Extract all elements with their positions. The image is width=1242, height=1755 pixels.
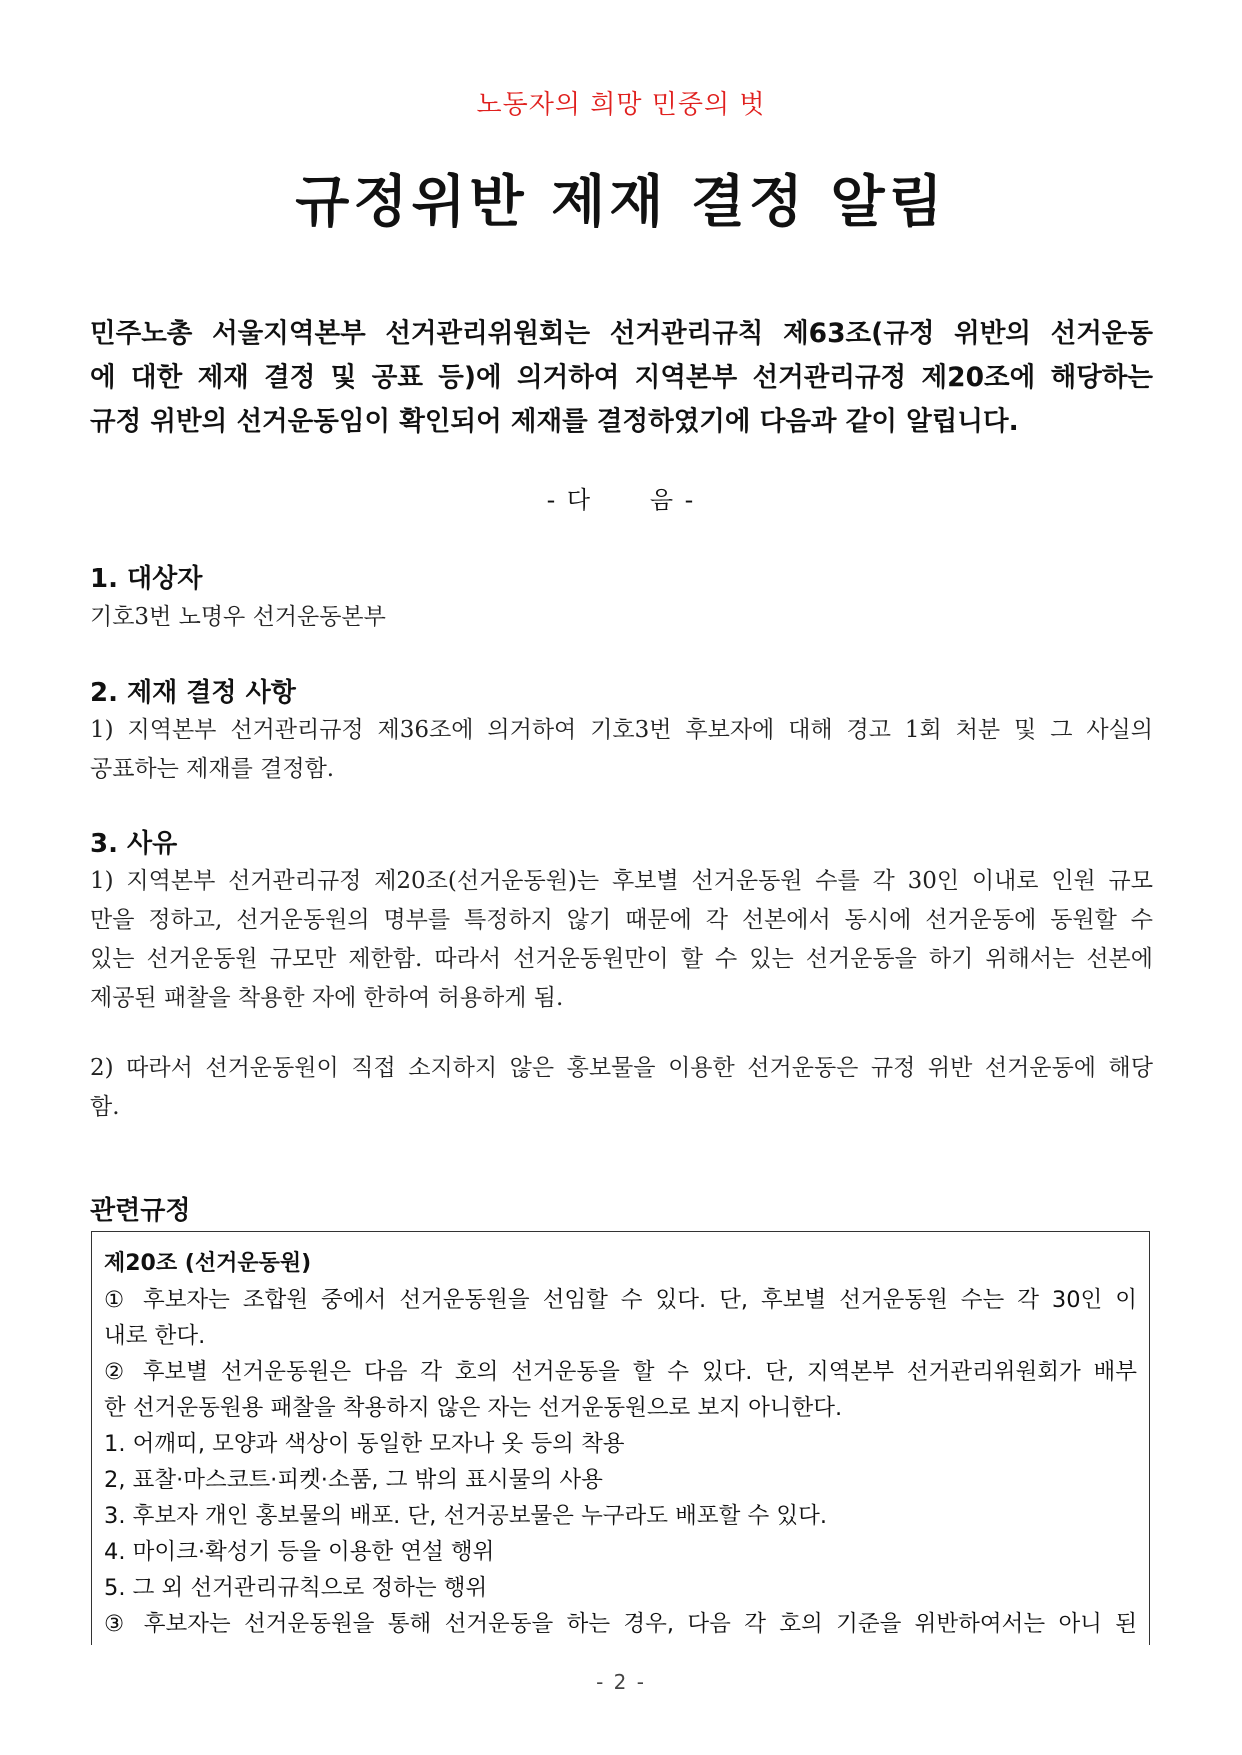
regulation-line: 3. 후보자 개인 홍보물의 배포. 단, 선거공보물은 누구라도 배포할 수 있다. (104, 1503, 828, 1529)
regulation-line: 5. 그 외 선거관리규칙으로 정하는 행위 (104, 1575, 488, 1601)
reason-line: 2) 따라서 선거운동원이 직접 소지하지 않은 홍보물을 이용한 선거운동은 규정 위반 선거운동에 해당 (90, 1055, 1153, 1081)
heading-decision: 2. 제재 결정 사항 (90, 678, 296, 708)
reason-line: 함. (90, 1094, 120, 1120)
heading-target: 1. 대상자 (90, 564, 203, 594)
section-divider: - 다 음 - (546, 486, 696, 514)
regulation-line: 내로 한다. (104, 1323, 206, 1349)
regulation-line: ③ 후보자는 선거운동원을 통해 선거운동을 하는 경우, 다음 각 호의 기준을 위반하여서는 아니 된 (104, 1611, 1137, 1637)
regulation-line: 1. 어깨띠, 모양과 색상이 동일한 모자나 옷 등의 착용 (104, 1431, 625, 1457)
reason-line: 있는 선거운동원 규모만 제한함. 따라서 선거운동원만이 할 수 있는 선거운동을 하기 위해서는 선본에 (90, 946, 1153, 972)
regulation-line: 4. 마이크·확성기 등을 이용한 연설 행위 (104, 1539, 495, 1565)
reason-line: 제공된 패찰을 착용한 자에 한하여 허용하게 됨. (90, 985, 564, 1011)
regulation-line: 한 선거운동원용 패찰을 착용하지 않은 자는 선거운동원으로 보지 아니한다. (104, 1395, 843, 1421)
page-title: 규정위반 제재 결정 알림 (295, 170, 947, 235)
article-title: 제20조 (선거운동원) (104, 1251, 312, 1276)
page-number: - 2 - (596, 1670, 646, 1694)
intro-line: 민주노총 서울지역본부 선거관리위원회는 선거관리규칙 제63조(규정 위반의 선거운동 (90, 318, 1153, 349)
heading-regulations: 관련규정 (90, 1196, 191, 1226)
reason-line: 만을 정하고, 선거운동원의 명부를 특정하지 않기 때문에 각 선본에서 동시에 선거운동에 동원할 수 (90, 907, 1153, 933)
intro-line: 규정 위반의 선거운동임이 확인되어 제재를 결정하였기에 다음과 같이 알립니다. (90, 406, 1019, 437)
regulation-line: ② 후보별 선거운동원은 다음 각 호의 선거운동을 할 수 있다. 단, 지역본부 선거관리위원회가 배부 (104, 1359, 1137, 1385)
reason-line: 1) 지역본부 선거관리규정 제20조(선거운동원)는 후보별 선거운동원 수를 각 30인 이내로 인원 규모 (90, 868, 1153, 894)
regulation-box (91, 1231, 1150, 1645)
decision-line: 공표하는 제재를 결정함. (90, 756, 335, 782)
target-text (90, 598, 1153, 637)
intro-line: 에 대한 제재 결정 및 공표 등)에 의거하여 지역본부 선거관리규정 제20조에 해당하는 (90, 362, 1153, 393)
reason-item-1 (90, 862, 1153, 1018)
reason-item-2 (90, 1049, 1153, 1127)
heading-reason: 3. 사유 (90, 829, 178, 859)
intro-paragraph (90, 312, 1153, 444)
target-line: 기호3번 노명우 선거운동본부 (90, 604, 386, 630)
decision-line: 1) 지역본부 선거관리규정 제36조에 의거하여 기호3번 후보자에 대해 경고 1회 처분 및 그 사실의 (90, 717, 1153, 743)
regulation-line: 2, 표찰·마스코트·피켓·소품, 그 밖의 표시물의 사용 (104, 1467, 603, 1493)
slogan: 노동자의 희망 민중의 벗 (476, 90, 766, 120)
regulation-line: ① 후보자는 조합원 중에서 선거운동원을 선임할 수 있다. 단, 후보별 선거운동원 수는 각 30인 이 (104, 1287, 1137, 1313)
decision-paragraph (90, 711, 1153, 789)
